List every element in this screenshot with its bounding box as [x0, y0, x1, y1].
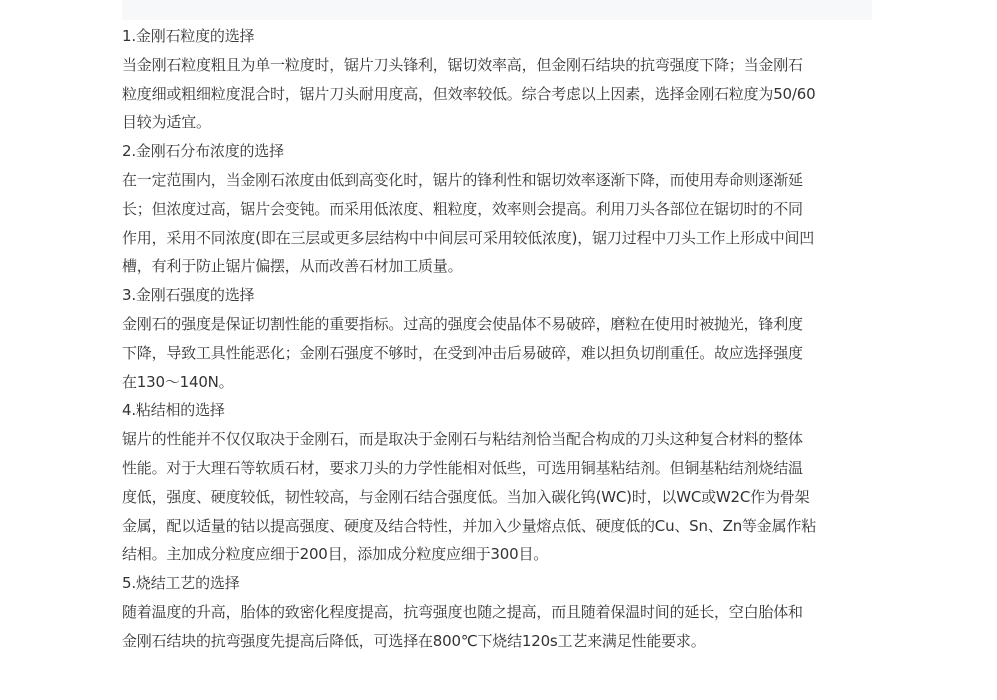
section-heading: 1.金刚石粒度的选择: [122, 27, 255, 45]
section-paragraph: [122, 166, 872, 281]
section-heading: 5.烧结工艺的选择: [122, 574, 240, 593]
section-bond-phase: [122, 396, 872, 569]
section-heading: 2.金刚石分布浓度的选择: [122, 142, 284, 161]
paragraph-line: 当金刚石粒度粗且为单一粒度时，锯片刀头锋利，锯切效率高，但金刚石结块的抗弯强度下降；当金刚石: [122, 55, 803, 74]
section-strength: [122, 281, 872, 396]
section-paragraph: [122, 310, 872, 396]
section-paragraph: [122, 598, 872, 656]
paragraph-line: 金刚石的强度是保证切割性能的重要指标。过高的强度会使晶体不易破碎，磨粒在使用时被抛光，锋利度: [122, 314, 803, 333]
section-heading: 3.金刚石强度的选择: [122, 286, 255, 305]
paragraph-line: 在130～140N。: [122, 372, 234, 391]
section-paragraph: [122, 425, 872, 569]
paragraph-line: 锯片的性能并不仅仅取决于金刚石，而是取决于金刚石与粘结剂恰当配合构成的刀头这种复合材料的整体: [122, 430, 803, 449]
article-body: [122, 22, 872, 656]
section-heading: 4.粘结相的选择: [122, 401, 225, 420]
section-grain-size: [122, 22, 872, 137]
section-concentration: [122, 137, 872, 281]
paragraph-line: 在一定范围内，当金刚石浓度由低到高变化时，锯片的锋利性和锯切效率逐渐下降，而使用寿命则逐渐延: [122, 170, 803, 189]
paragraph-line: 金属，配以适量的钴以提高强度、硬度及结合特性，并加入少量熔点低、硬度低的Cu、Sn、Zn等金属作粘: [122, 516, 816, 535]
section-sintering: [122, 569, 872, 655]
paragraph-line: 结相。主加成分粒度应细于200目，添加成分粒度应细于300目。: [122, 545, 549, 564]
section-paragraph: [122, 51, 872, 137]
top-content-band: [122, 0, 872, 20]
paragraph-line: 性能。对于大理石等软质石材，要求刀头的力学性能相对低些，可选用铜基粘结剂。但铜基粘结剂烧结温: [122, 458, 803, 477]
paragraph-line: 度低，强度、硬度较低，韧性较高，与金刚石结合强度低。当加入碳化钨(WC)时，以WC或W2C作为骨架: [122, 487, 810, 506]
paragraph-line: 下降，导致工具性能恶化；金刚石强度不够时，在受到冲击后易破碎，难以担负切削重任。故应选择强度: [122, 343, 803, 362]
paragraph-line: 随着温度的升高，胎体的致密化程度提高，抗弯强度也随之提高，而且随着保温时间的延长，空白胎体和: [122, 602, 803, 621]
paragraph-line: 槽，有利于防止锯片偏摆，从而改善石材加工质量。: [122, 257, 463, 276]
paragraph-line: 金刚石结块的抗弯强度先提高后降低，可选择在800℃下烧结120s工艺来满足性能要求。: [122, 631, 706, 650]
paragraph-line: 目较为适宜。: [122, 113, 211, 132]
paragraph-line: 作用，采用不同浓度(即在三层或更多层结构中中间层可采用较低浓度)，锯刀过程中刀头工作上形成中间凹: [122, 228, 815, 247]
paragraph-line: 长；但浓度过高，锯片会变钝。而采用低浓度、粗粒度，效率则会提高。利用刀头各部位在锯切时的不同: [122, 199, 803, 218]
paragraph-line: 粒度细或粗细粒度混合时，锯片刀头耐用度高，但效率较低。综合考虑以上因素，选择金刚石粒度为50/60: [122, 84, 816, 103]
